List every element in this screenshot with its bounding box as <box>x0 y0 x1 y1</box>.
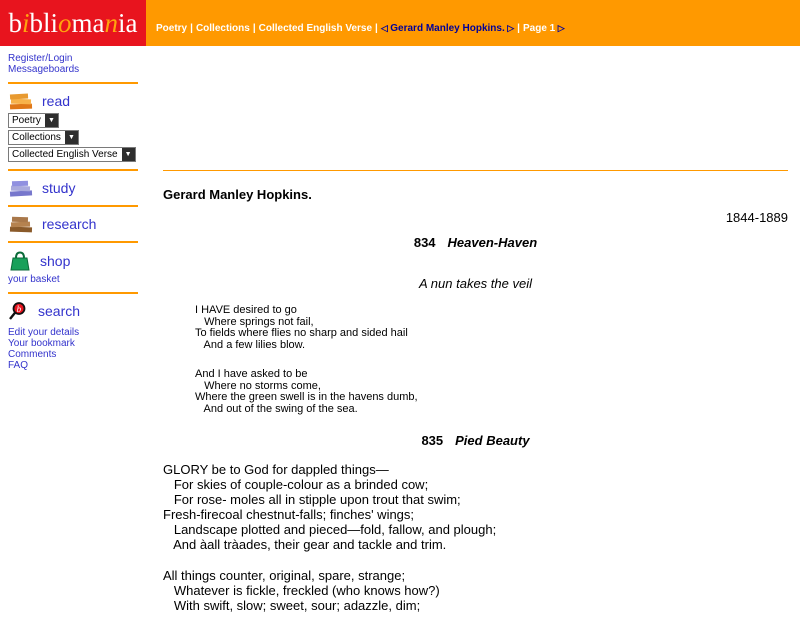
sidebar-divider <box>8 292 138 294</box>
stanza <box>195 369 788 415</box>
search-label: search <box>38 303 81 319</box>
poem-title: Pied Beauty <box>455 433 530 448</box>
collections-dropdown[interactable] <box>8 130 79 145</box>
author-dates: 1844-1889 <box>725 210 788 225</box>
poem-line: Landscape plotted and pieced—fold, fallow, and plough; <box>163 522 497 537</box>
sidebar-divider <box>8 241 138 243</box>
logo-letter: a <box>125 7 138 38</box>
edit-your-details-link[interactable]: Edit your details <box>8 327 80 338</box>
next-arrow-icon[interactable]: ▷ <box>555 23 565 33</box>
content-divider <box>163 170 788 171</box>
breadcrumb-separator: | <box>252 23 256 34</box>
messageboards-link[interactable]: Messageboards <box>8 64 80 75</box>
collected-english-verse-dropdown[interactable] <box>8 147 136 162</box>
poem-line: Whatever is fickle, freckled (who knows how?) <box>163 583 440 598</box>
poem-heading <box>163 433 788 448</box>
poem-line: To fields where flies no sharp and sided hail <box>195 327 408 339</box>
logo-letter: m <box>71 7 93 38</box>
breadcrumb-separator: | <box>375 23 378 34</box>
study-books-icon <box>8 178 34 198</box>
poem-line: And I have asked to be <box>195 368 308 380</box>
poem-line: With swift, slow; sweet, sour; adazzle, dim; <box>163 598 421 613</box>
breadcrumb-item[interactable]: Poetry <box>156 23 188 34</box>
breadcrumb-separator: | <box>517 23 520 34</box>
poem-heading <box>163 235 788 250</box>
breadcrumb-item[interactable]: Page 1 <box>522 23 556 34</box>
research-label: research <box>42 216 97 232</box>
poem-line: And àall tràades, their gear and tackle and trim. <box>163 537 447 552</box>
poem-line: For rose- moles all in stipple upon trout that swim; <box>163 492 461 507</box>
poem-line: Fresh-firecoal chestnut-falls; finches' wings; <box>163 507 415 522</box>
logo-letter: n <box>104 7 119 38</box>
logo-letter: i <box>50 7 59 38</box>
sidebar-item-shop[interactable] <box>0 250 150 272</box>
logo-letter: i <box>118 7 126 38</box>
poetry-dropdown[interactable] <box>8 113 59 128</box>
poem-line: Where springs not fail, <box>195 315 314 328</box>
logo-letter: o <box>58 7 72 38</box>
poem-line: And a few lilies blow. <box>195 338 306 351</box>
breadcrumb-item[interactable]: Collections <box>195 23 250 34</box>
poems <box>163 235 788 613</box>
study-label: study <box>42 180 76 196</box>
sidebar-item-search[interactable] <box>0 301 150 321</box>
page-title: Gerard Manley Hopkins. <box>163 187 312 202</box>
shop-label: shop <box>40 253 71 269</box>
sidebar <box>0 46 150 371</box>
your-basket-link[interactable]: your basket <box>8 274 60 285</box>
breadcrumb <box>146 0 800 46</box>
sidebar-item-study[interactable] <box>0 178 150 198</box>
logo-letter: b <box>29 7 43 38</box>
poem-subtitle: A nun takes the veil <box>419 276 532 291</box>
svg-text:b: b <box>16 304 22 314</box>
register-login-link[interactable]: Register/Login <box>8 53 73 64</box>
main-content <box>150 46 800 629</box>
poem-line: GLORY be to God for dappled things— <box>163 462 389 477</box>
poem-line: And out of the swing of the sea. <box>195 402 358 415</box>
sidebar-divider <box>8 169 138 171</box>
sidebar-item-read[interactable] <box>0 91 150 111</box>
chevron-down-icon: ▼ <box>122 148 135 161</box>
stanza <box>163 462 788 552</box>
sidebar-divider <box>8 82 138 84</box>
stanza <box>163 568 788 613</box>
dropdown-value: Poetry <box>12 115 41 126</box>
dropdown-value: Collected English Verse <box>12 149 118 160</box>
poem-title: Heaven-Haven <box>447 235 538 250</box>
stanza <box>195 305 788 351</box>
shopping-bag-icon <box>8 250 32 272</box>
breadcrumb-item[interactable]: Gerard Manley Hopkins. <box>390 23 505 34</box>
poem-line: All things counter, original, spare, strange; <box>163 568 406 583</box>
logo-letter: b <box>8 7 22 38</box>
chevron-down-icon: ▼ <box>65 131 78 144</box>
poem-line: For skies of couple-colour as a brinded cow; <box>163 477 429 492</box>
poem-line: Where the green swell is in the havens dumb, <box>195 391 418 403</box>
search-sub-links <box>0 327 150 371</box>
sidebar-divider <box>8 205 138 207</box>
dropdown-value: Collections <box>12 132 61 143</box>
breadcrumb-item[interactable]: Collected English Verse <box>258 23 373 34</box>
poem-number: 834 <box>413 235 436 250</box>
poem-number: 835 <box>421 433 444 448</box>
search-magnifier-icon <box>8 301 30 321</box>
your-bookmark-link[interactable]: Your bookmark <box>8 338 75 349</box>
poem-body <box>195 305 788 415</box>
read-books-icon <box>8 91 34 111</box>
faq-link[interactable]: FAQ <box>8 360 29 371</box>
comments-link[interactable]: Comments <box>8 349 57 360</box>
breadcrumb-separator: | <box>190 23 193 34</box>
top-bar <box>0 0 800 46</box>
poem-line: I HAVE desired to go <box>195 304 297 316</box>
logo-letter: i <box>21 7 30 38</box>
chevron-down-icon: ▼ <box>45 114 58 127</box>
poem-line: Where no storms come, <box>195 379 321 392</box>
research-books-icon <box>8 214 34 234</box>
bibliomania-logo[interactable] <box>0 0 146 46</box>
prev-arrow-icon[interactable]: ◁ <box>380 23 391 33</box>
logo-letter: a <box>92 7 105 38</box>
sidebar-item-research[interactable] <box>0 214 150 234</box>
next-arrow-icon[interactable]: ▷ <box>504 23 515 33</box>
read-label: read <box>42 93 71 109</box>
logo-letter: l <box>42 7 51 38</box>
poem-body <box>163 462 788 613</box>
